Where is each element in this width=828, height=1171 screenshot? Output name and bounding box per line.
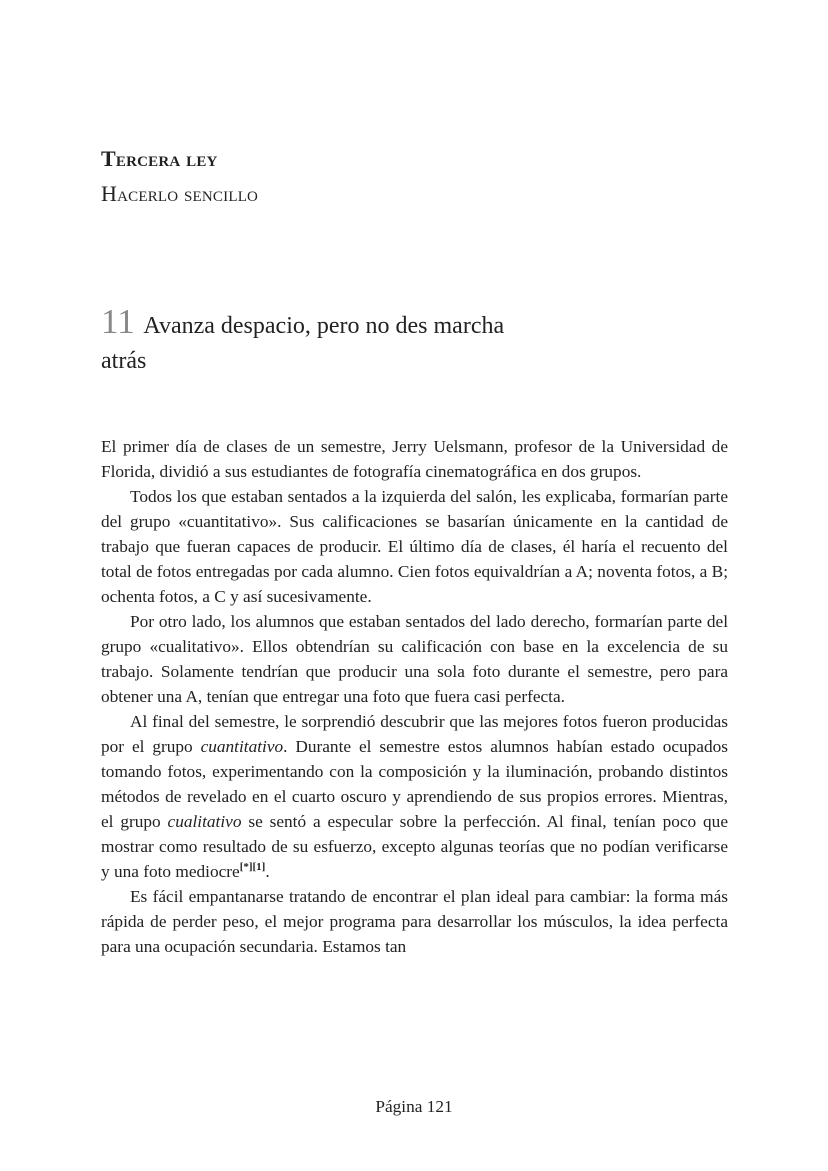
part-subtitle: Hacerlo sencillo: [101, 181, 259, 206]
paragraph-2: Todos los que estaban sentados a la izquierda del salón, les explicaba, formarían parte del grupo «cuantitativo». Sus calificaciones se basarían únicamente en la cantidad de trabajo que fueran capaces de producir. El último día de clases, él haría el recuento del total de fotos entregadas por cada alumno. Cien fotos equivaldrían a A; noventa fotos, a B; ochenta fotos, a C y así sucesivamente.: [101, 487, 728, 606]
body-text: [101, 434, 728, 959]
paragraph-5: Es fácil empantanarse tratando de encontrar el plan ideal para cambiar: la forma más rápida de perder peso, el mejor programa para desarrollar los músculos, la idea perfecta para una ocupación secundaria. Estamos tan: [101, 887, 728, 956]
part-title: Tercera ley: [101, 146, 218, 171]
paragraph-4-text-a: Al final del semestre, le sorprendió descubrir que las mejores fotos fueron producidas por el grupo: [101, 712, 728, 756]
paragraph-4: [101, 709, 728, 884]
paragraph-1: El primer día de clases de un semestre, Jerry Uelsmann, profesor de la Universidad de Florida, dividió a sus estudiantes de fotografía cinematográfica en dos grupos.: [101, 437, 728, 481]
paragraph-4-italic-qualitative: cualitativo: [167, 812, 242, 831]
paragraph-4-text-f: .: [265, 862, 270, 881]
chapter-number: 11: [101, 302, 135, 341]
paragraph-3: Por otro lado, los alumnos que estaban sentados del lado derecho, formarían parte del grupo «cualitativo». Ellos obtendrían su calificación con base en la excelencia de su trabajo. Solamente tendrían que producir una sola foto durante el semestre, pero para obtener una A, tenían que entregar una foto que fuera casi perfecta.: [101, 612, 728, 706]
chapter-title: Avanza despacio, pero no des marcha atrás: [101, 313, 505, 374]
paragraph-4-italic-quantitative: cuantitativo: [200, 737, 284, 756]
chapter-heading: [101, 304, 521, 379]
page-number: Página 121: [375, 1097, 453, 1116]
paragraph-4-text-e: se sentó a especular sobre la perfección. Al final, tenían poco que mostrar como resultado de su esfuerzo, excepto algunas teorías que no podían verificarse y una foto mediocre: [101, 812, 728, 881]
footnote-link[interactable]: [*][1]: [239, 861, 266, 874]
paragraph-4-text-c: . Durante el semestre estos alumnos habían estado ocupados tomando fotos, experimentando con la composición y la iluminación, probando distintos métodos de revelado en el cuarto oscuro y aprendiendo de sus propios errores. Mientras, el grupo: [101, 737, 728, 831]
